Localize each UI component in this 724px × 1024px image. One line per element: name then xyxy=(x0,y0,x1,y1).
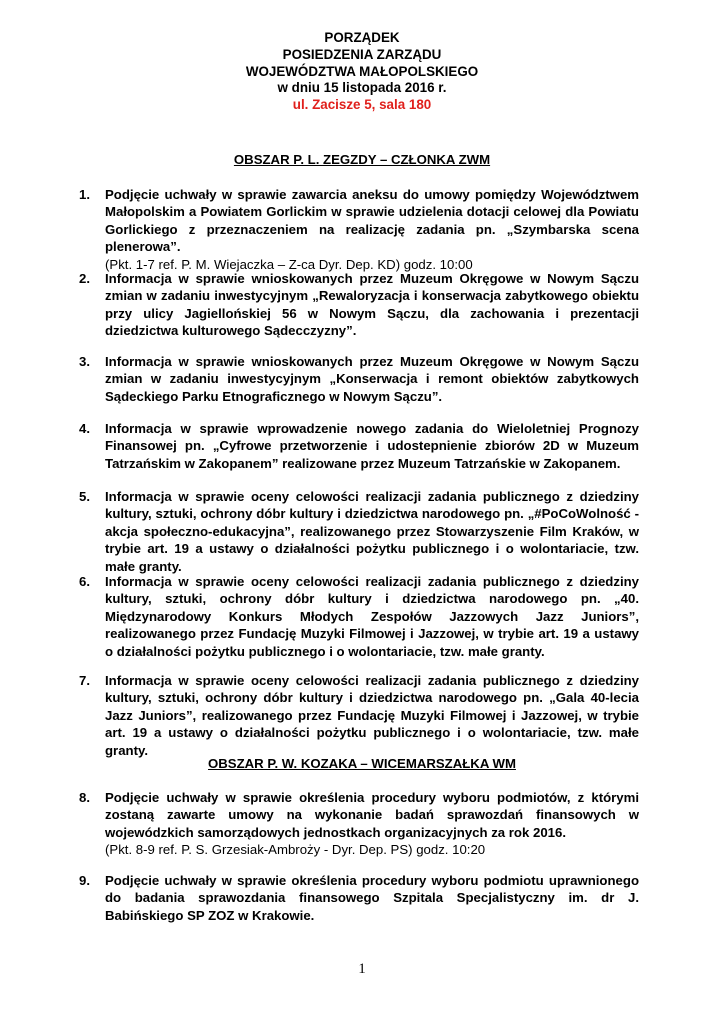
item-number: 6. xyxy=(79,574,90,589)
item-number: 9. xyxy=(79,873,90,888)
item-number: 5. xyxy=(79,489,90,504)
item-number: 1. xyxy=(79,187,90,202)
item-text: Informacja w sprawie wnioskowanych przez Muzeum Okręgowe w Nowym Sączu zmian w zadaniu inwestycyjnym „Rewaloryzacja i konserwacja zabytkowego obiektu przy ulicy Jagiellońskiej 56 w Nowym Sączu, dla zachowania i prezentacji dziedzictwa kulturowego Sądecczyzny”. xyxy=(105,271,639,339)
header-date: w dniu 15 listopada 2016 r. xyxy=(277,80,447,96)
header-subtitle: POSIEDZENIA ZARZĄDU xyxy=(282,46,442,62)
header-organization: WOJEWÓDZTWA MAŁOPOLSKIEGO xyxy=(245,63,479,79)
item-text: Informacja w sprawie oceny celowości realizacji zadania publicznego z dziedziny kultury, sztuki, ochrony dóbr kultury i dziedzictwa narodowego pn. „40. Międzynarodowy Konkurs Młodych Zespołów Jazzowych Jazz Juniors”, realizowanego przez Fundację Muzyki Filmowej i Jazzowej, w trybie art. 19 a ustawy o działalności pożytku publicznego i o wolontariacie, tzw. małe granty. xyxy=(105,574,639,659)
item-number: 2. xyxy=(79,271,90,286)
header-title: PORZĄDEK xyxy=(324,30,400,45)
item-reference: (Pkt. 1-7 ref. P. M. Wiejaczka – Z-ca Dyr. Dep. KD) godz. 10:00 xyxy=(105,256,473,272)
item-number: 7. xyxy=(79,673,90,688)
item-text: Informacja w sprawie wprowadzenie nowego zadania do Wieloletniej Prognozy Finansowej pn. „Cyfrowe przetworzenie i udostepnienie zbiorów 2D w Muzeum Tatrzańskim w Zakopanem” realizowane przez Muzeum Tatrzańskie w Zakopanem. xyxy=(105,421,639,471)
section-title-kozak: OBSZAR P. W. KOZAKA – WICEMARSZAŁKA WM xyxy=(208,756,516,771)
item-number: 3. xyxy=(79,354,90,369)
item-text: Informacja w sprawie wnioskowanych przez Muzeum Okręgowe w Nowym Sączu zmian w zadaniu inwestycyjnym „Konserwacja i remont obiektów zabytkowych Sądeckiego Parku Etnograficznego w Nowym Sączu”. xyxy=(105,354,639,404)
item-text: Podjęcie uchwały w sprawie określenia procedury wyboru podmiotów, z którymi zostaną zawarte umowy na wykonanie badań sprawozdań finansowych w wojewódzkich samorządowych jednostkach organizacyjnych za rok 2016. xyxy=(105,790,639,840)
item-text: Podjęcie uchwały w sprawie zawarcia aneksu do umowy pomiędzy Województwem Małopolskim a Powiatem Gorlickim w sprawie udzielenia dotacji celowej dla Powiatu Gorlickiego z przeznaczeniem na realizację zadania pn. „Szymbarska scena plenerowa”. xyxy=(105,187,639,255)
item-reference: (Pkt. 8-9 ref. P. S. Grzesiak-Ambroży - Dyr. Dep. PS) godz. 10:20 xyxy=(105,842,486,858)
page-number: 1 xyxy=(358,961,366,977)
item-number: 4. xyxy=(79,421,90,436)
header-location: ul. Zacisze 5, sala 180 xyxy=(292,97,432,113)
section-title-zegzda: OBSZAR P. L. ZEGZDY – CZŁONKA ZWM xyxy=(233,152,491,167)
item-text: Podjęcie uchwały w sprawie określenia procedury wyboru podmiotu uprawnionego do badania sprawozdania finansowego Szpitala Specjalistyczny im. dr J. Babińskiego SP ZOZ w Krakowie. xyxy=(105,873,639,923)
document-header xyxy=(0,30,724,114)
item-number: 8. xyxy=(79,790,90,805)
item-text: Informacja w sprawie oceny celowości realizacji zadania publicznego z dziedziny kultury, sztuki, ochrony dóbr kultury i dziedzictwa narodowego pn. „#PoCoWolność - akcja społeczno-edukacyjna”, realizowanego przez Stowarzyszenie Film Kraków, w trybie art. 19 a ustawy o działalności pożytku publicznego i o wolontariacie, tzw. małe granty. xyxy=(105,489,639,574)
item-text: Informacja w sprawie oceny celowości realizacji zadania publicznego z dziedziny kultury, sztuki, ochrony dóbr kultury i dziedzictwa narodowego pn. „Gala 40-lecia Jazz Juniors”, realizowanego przez Fundację Muzyki Filmowej i Jazzowej, w trybie art. 19 a ustawy o działalności pożytku publicznego i o wolontariacie, tzw. małe granty. xyxy=(105,673,639,758)
